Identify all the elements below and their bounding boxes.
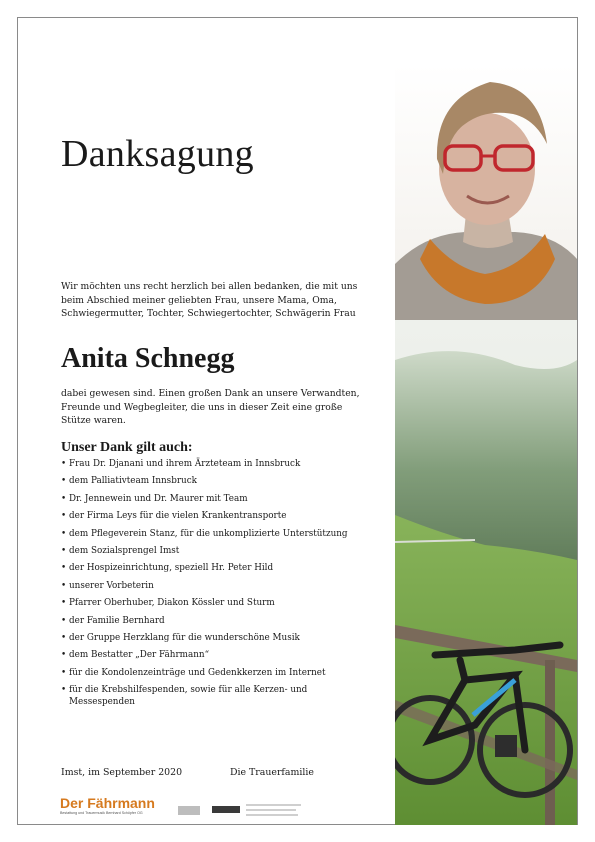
list-item: • Dr. Jennewein und Dr. Maurer mit Team [61,493,361,505]
funeral-home-logo [60,796,172,816]
list-item: • dem Bestatter „Der Fährmann“ [61,649,361,661]
list-item: • dem Palliativteam Innsbruck [61,475,361,487]
portrait-photo [395,64,577,320]
signature: Die Trauerfamilie [230,767,314,778]
list-item: • Frau Dr. Djanani und ihrem Ärzteteam in Innsbruck [61,458,361,470]
list-item: • der Gruppe Herzklang für die wunderschöne Musik [61,632,361,644]
place-date: Imst, im September 2020 [61,767,183,778]
list-item: • der Hospizeinrichtung, speziell Hr. Peter Hild [61,562,361,574]
list-item: • für die Krebshilfespenden, sowie für alle Kerzen- und Messespenden [61,684,361,708]
logo-name: Der Fährmann [60,795,155,811]
list-item: • der Familie Bernhard [61,615,361,627]
after-text: dabei gewesen sind. Einen großen Dank an unsere Verwandten, Freunde und Wegbegleiter, die uns in dieser Zeit eine große Stütze waren. [61,388,360,427]
footer-contact-icons [176,800,306,820]
thanks-heading: Unser Dank gilt auch: [61,440,193,455]
thanks-list [61,458,361,714]
hearse-icon [178,806,200,815]
deceased-name: Anita Schnegg [61,343,235,374]
intro-text: Wir möchten uns recht herzlich bei allen bedanken, die mit uns beim Abschied meiner geliebten Frau, unsere Mama, Oma, Schwiegermutter, Tochter, Schwiegertochter, Schwägerin Frau [61,281,358,320]
list-item: • dem Sozialsprengel Imst [61,545,361,557]
list-item: • Pfarrer Oberhuber, Diakon Kössler und Sturm [61,597,361,609]
car-icon [212,806,240,813]
list-item: • für die Kondolenzeinträge und Gedenkkerzen im Internet [61,667,361,679]
list-item: • unserer Vorbeterin [61,580,361,592]
list-item: • dem Pflegeverein Stanz, für die unkomplizierte Unterstützung [61,528,361,540]
logo-subtitle: Bestattung und Trauermusik Bernhard Schöpfer OG [60,811,143,815]
page-title: Danksagung [61,133,254,175]
landscape-bike-photo [395,320,577,825]
list-item: • der Firma Leys für die vielen Krankentransporte [61,510,361,522]
